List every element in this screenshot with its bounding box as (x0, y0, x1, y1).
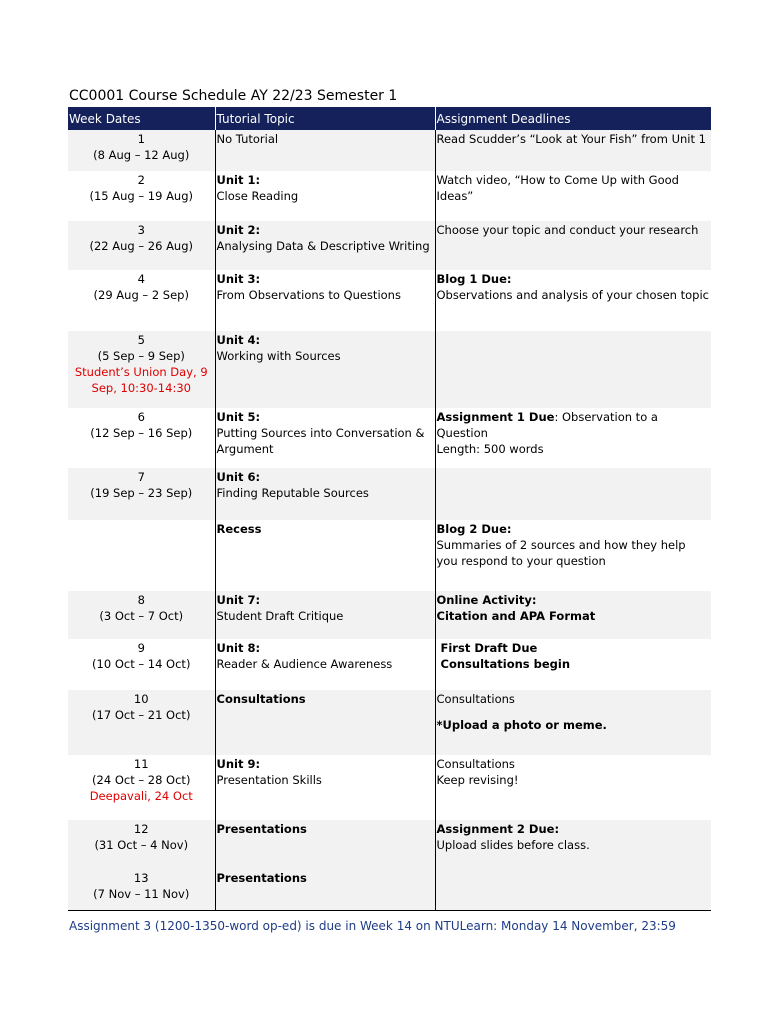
deadline-text: Summaries of 2 sources and how they help you respond to your question (436, 538, 686, 568)
unit-label: Unit 3: (216, 272, 261, 286)
deadline-label: Blog 2 Due: (436, 522, 512, 536)
deadline-label: Assignment 1 Due (436, 410, 555, 424)
week-number: 5 (137, 333, 145, 347)
deadline-text: Observations and analysis of your chosen topic (436, 288, 709, 302)
week-cell (68, 820, 215, 869)
holiday-note: Student’s Union Day, 9 Sep, 10:30-14:30 (74, 365, 208, 395)
deadline-text: Consultations (436, 757, 515, 771)
topic-text: Putting Sources into Conversation & Argument (216, 426, 425, 456)
topic-cell (215, 331, 435, 408)
header-tutorial-topic: Tutorial Topic (215, 107, 435, 130)
week-cell (68, 221, 215, 270)
table-row (68, 690, 711, 755)
deadline-detail: Length: 500 words (436, 442, 544, 456)
topic-cell (215, 171, 435, 221)
table-header-row (68, 107, 711, 130)
week-number: 13 (133, 871, 149, 885)
week-cell (68, 331, 215, 408)
topic-cell (215, 520, 435, 591)
topic-text: Student Draft Critique (216, 609, 344, 623)
week-dates: (8 Aug – 12 Aug) (93, 148, 190, 162)
week-dates: (31 Oct – 4 Nov) (94, 838, 189, 852)
topic-text: From Observations to Questions (216, 288, 401, 302)
week-number: 11 (133, 757, 149, 771)
topic-cell (215, 690, 435, 755)
deadline-cell (435, 130, 711, 171)
deadline-cell (435, 639, 711, 690)
deadline-text: Consultations (436, 692, 515, 706)
deadline-cell (435, 468, 711, 520)
deadline-label: Assignment 2 Due: (436, 822, 560, 836)
deadline-cell (435, 171, 711, 221)
topic-cell (215, 468, 435, 520)
deadline-text: Read Scudder’s “Look at Your Fish” from Unit 1 (436, 132, 706, 146)
unit-label: Unit 4: (216, 333, 261, 347)
topic-label: Presentations (216, 871, 307, 885)
table-row (68, 171, 711, 221)
header-week-dates: Week Dates (68, 107, 215, 130)
week-number: 10 (133, 692, 149, 706)
table-row (68, 755, 711, 820)
deadline-cell (435, 690, 711, 755)
table-row (68, 639, 711, 690)
unit-label: Unit 6: (216, 470, 261, 484)
topic-text: Working with Sources (216, 349, 341, 363)
unit-label: Unit 5: (216, 410, 261, 424)
table-row (68, 331, 711, 408)
week-dates: (7 Nov – 11 Nov) (93, 887, 190, 901)
week-cell (68, 591, 215, 639)
deadline-detail: *Upload a photo or meme. (436, 718, 607, 732)
topic-cell (215, 869, 435, 910)
week-dates: (5 Sep – 9 Sep) (97, 349, 185, 363)
topic-cell (215, 221, 435, 270)
table-row (68, 869, 711, 910)
topic-cell (215, 639, 435, 690)
deadline-text: Watch video, “How to Come Up with Good Ideas” (436, 173, 679, 203)
topic-cell (215, 270, 435, 331)
deadline-cell (435, 869, 711, 910)
topic-text: No Tutorial (216, 132, 279, 146)
table-row (68, 820, 711, 869)
week-number: 6 (137, 410, 145, 424)
week-cell (68, 690, 215, 755)
assignment-3-note: Assignment 3 (1200-1350-word op-ed) is due in Week 14 on NTULearn: Monday 14 November, 23:59 (69, 919, 676, 933)
week-dates: (29 Aug – 2 Sep) (93, 288, 189, 302)
week-cell (68, 468, 215, 520)
topic-label: Consultations (216, 692, 306, 706)
deadline-cell (435, 820, 711, 869)
deadline-cell (435, 591, 711, 639)
week-number: 2 (137, 173, 145, 187)
table-row (68, 468, 711, 520)
topic-text: Presentation Skills (216, 773, 322, 787)
topic-cell (215, 130, 435, 171)
deadline-detail: Consultations begin (436, 657, 571, 671)
topic-text: Close Reading (216, 189, 299, 203)
topic-text: Reader & Audience Awareness (216, 657, 393, 671)
week-dates: (22 Aug – 26 Aug) (89, 239, 194, 253)
topic-cell (215, 591, 435, 639)
week-number: 9 (137, 641, 145, 655)
table-row (68, 130, 711, 171)
week-cell (68, 755, 215, 820)
topic-cell (215, 408, 435, 468)
week-cell (68, 270, 215, 331)
table-row (68, 520, 711, 591)
unit-label: Unit 2: (216, 223, 261, 237)
week-cell (68, 171, 215, 221)
table-row (68, 221, 711, 270)
week-dates: (17 Oct – 21 Oct) (92, 708, 191, 722)
schedule-table (68, 107, 711, 911)
week-cell (68, 130, 215, 171)
deadline-cell (435, 331, 711, 408)
week-dates: (19 Sep – 23 Sep) (90, 486, 193, 500)
deadline-cell (435, 270, 711, 331)
unit-label: Unit 9: (216, 757, 261, 771)
week-number: 8 (137, 593, 145, 607)
deadline-text: Choose your topic and conduct your research (436, 223, 699, 237)
topic-text: Analysing Data & Descriptive Writing (216, 239, 430, 253)
topic-cell (215, 755, 435, 820)
header-assignment-deadlines: Assignment Deadlines (435, 107, 711, 130)
week-number: 4 (137, 272, 145, 286)
week-number: 12 (133, 822, 149, 836)
deadline-label: Online Activity: (436, 593, 537, 607)
week-number: 3 (137, 223, 145, 237)
week-dates: (10 Oct – 14 Oct) (92, 657, 191, 671)
week-dates: (24 Oct – 28 Oct) (92, 773, 191, 787)
deadline-detail: Keep revising! (436, 773, 519, 787)
week-cell (68, 520, 215, 591)
recess-label: Recess (216, 522, 262, 536)
week-cell (68, 869, 215, 910)
topic-label: Presentations (216, 822, 307, 836)
table-row (68, 270, 711, 331)
deadline-label: Blog 1 Due: (436, 272, 512, 286)
week-dates: (15 Aug – 19 Aug) (89, 189, 194, 203)
deadline-cell (435, 755, 711, 820)
deadline-text: Upload slides before class. (436, 838, 590, 852)
week-dates: (3 Oct – 7 Oct) (99, 609, 184, 623)
deadline-cell (435, 520, 711, 591)
deadline-cell (435, 408, 711, 468)
holiday-note: Deepavali, 24 Oct (89, 789, 193, 803)
week-number: 1 (137, 132, 145, 146)
document-title: CC0001 Course Schedule AY 22/23 Semester 1 (69, 88, 398, 104)
week-cell (68, 408, 215, 468)
unit-label: Unit 8: (216, 641, 261, 655)
table-row (68, 591, 711, 639)
week-dates: (12 Sep – 16 Sep) (90, 426, 193, 440)
deadline-detail: Citation and APA Format (436, 609, 596, 623)
unit-label: Unit 1: (216, 173, 261, 187)
unit-label: Unit 7: (216, 593, 261, 607)
deadline-text: : Observation to a Question (436, 410, 658, 440)
week-cell (68, 639, 215, 690)
table-row (68, 408, 711, 468)
topic-cell (215, 820, 435, 869)
topic-text: Finding Reputable Sources (216, 486, 369, 500)
week-number: 7 (137, 470, 145, 484)
deadline-cell (435, 221, 711, 270)
deadline-label: First Draft Due (436, 641, 538, 655)
